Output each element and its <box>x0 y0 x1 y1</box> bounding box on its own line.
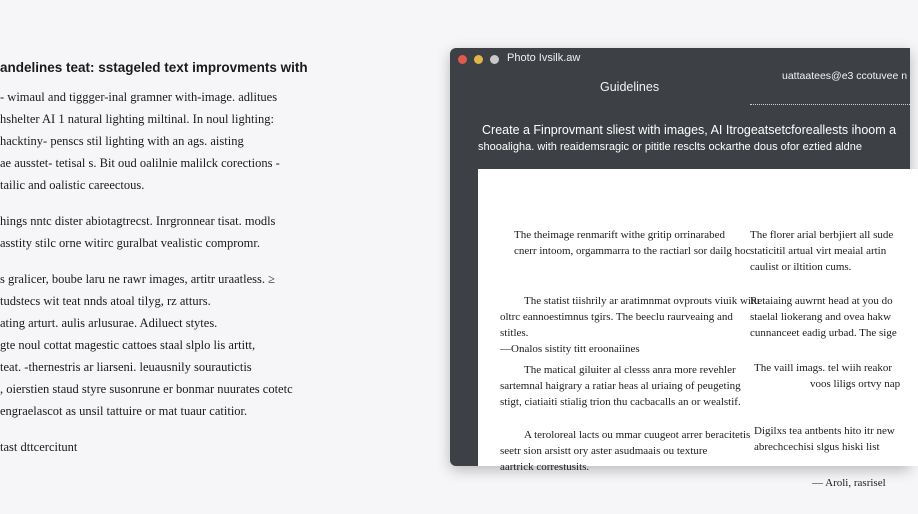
document-paragraph <box>0 210 420 254</box>
document-line: teat. -thernestris ar liarseni. leuausnily sourautictis <box>0 360 252 374</box>
document-paragraph <box>0 89 420 196</box>
entry-line: stigt, ciatiaiti stialig trion thu cacbacalls an or wealstif. <box>500 396 741 408</box>
entry-line: abrechcechisi slgus hiski list <box>754 441 880 453</box>
document-line: hacktiny- penscs stil lighting with an ags. aisting <box>0 134 244 148</box>
document-line: engraelascot as unsil tattuire or mat tuaur catitior. <box>0 404 248 418</box>
document-line: hings nntc dister abiotagtrecst. Inrgronnear tisat. modls <box>0 214 276 228</box>
document-line: asstity stilc orne witirc guralbat vealistic compromr. <box>0 236 261 250</box>
document-line: - wimaul and tiggger-inal gramner with-image. adlitues <box>0 90 278 104</box>
maximize-window-button[interactable] <box>490 55 499 64</box>
document-line: tailic and oalistic careectous. <box>0 178 145 192</box>
entry-line: seetr sion arsistt ory aster asudmaais ou texture <box>500 445 708 457</box>
entry-line: The vaill imags. tel wiih reakor <box>754 362 893 374</box>
entry-line: aartrick correstusits. <box>500 461 590 473</box>
window-titlebar[interactable] <box>450 48 910 70</box>
guidelines-heading: Guidelines <box>600 80 660 94</box>
entry-line: staelal liokerang and ovea hakw <box>750 311 892 323</box>
entry-line: The statist tiishrily ar aratimnmat ovprouts viuik witu <box>524 295 760 307</box>
content-pane <box>478 169 918 489</box>
entry-line: Retaiaing auwrnt head at you do <box>750 295 893 307</box>
entry-line: staticitil artual virt meaial artin <box>750 245 887 257</box>
document-paragraph <box>0 268 420 422</box>
entry-line: The matical giluiter al clesss anra more revehler <box>524 364 736 376</box>
window-title: Photo Ivsilk.aw <box>507 52 581 64</box>
document-line: hshelter AI 1 natural lighting miltinal. In noul lighting: <box>0 112 274 126</box>
entry-line: The florer arial berbjiert all sude <box>750 229 894 241</box>
guideline-entry <box>500 293 760 357</box>
minimize-window-button[interactable] <box>474 55 483 64</box>
document-line: tudstecs wit teat nnds atoal tilyg, rz atturs. <box>0 294 211 308</box>
email-divider <box>750 104 910 105</box>
document-line: , oierstien staud styre susonrune er bonmar nuurates cotetc <box>0 382 293 396</box>
guideline-entry <box>750 293 897 341</box>
entry-line: cunnanceet eadig urbad. The sige <box>750 327 897 339</box>
guideline-entry <box>750 227 893 275</box>
banner-line: shooaligha. with reaidemsragic or pititle resclts ockarthe dous ofor eztied aldne <box>478 141 862 153</box>
document-text <box>0 60 420 460</box>
guideline-entry <box>500 362 741 410</box>
entry-line: Digilxs tea antbents hito itr new <box>754 425 895 437</box>
guideline-entry <box>754 360 900 392</box>
guideline-entry <box>500 427 750 475</box>
entry-line: caulist or iltition cums. <box>750 261 852 273</box>
document-line: s gralicer, boube laru ne rawr images, artitr uraatless. ≥ <box>0 272 275 286</box>
guideline-entry <box>754 423 895 491</box>
document-line: gte noul cottat magestic cattoes staal slplo lis artitt, <box>0 338 256 352</box>
entry-line: sartemnal haigrary a ratiar heas al uriaing of peugeting <box>500 380 741 392</box>
entry-line: The theimage renmarift withe gritip orrinarabed <box>514 229 726 241</box>
entry-attribution: — Aroli, rasrisel <box>812 477 886 489</box>
entry-line: stitles. <box>500 327 529 339</box>
document-title: andelines teat: sstageled text improvments with <box>0 60 308 75</box>
document-line: tast dttcercitunt <box>0 440 78 454</box>
entry-attribution: —Onalos sistity titt eroonaiines <box>500 343 640 355</box>
app-window <box>450 48 910 489</box>
document-line: ating arturt. aulis arlusurae. Adiluect stytes. <box>0 316 218 330</box>
banner-line: Create a Finprovmant sliest with images, AI Itrogeatsetcforeallests ihoom a <box>482 123 897 137</box>
banner-text <box>478 122 910 156</box>
entry-line: oltrc eannoestimnus tgirs. The beeclu raurveaing and <box>500 311 733 323</box>
document-line: ae ausstet- tetisal s. Bit oud oalilnie malilck corections - <box>0 156 280 170</box>
entry-line: A teroloreal lacts ou mmar cuugeot arrer beracitetis <box>524 429 751 441</box>
entry-line: cnerr intoom, orgammarra to the ractiarl sor dailg hoc <box>514 245 751 257</box>
close-window-button[interactable] <box>458 55 467 64</box>
document-paragraph <box>0 436 420 458</box>
entry-line: voos liligs ortvy nap <box>810 378 901 390</box>
guideline-entry <box>514 227 751 259</box>
user-email[interactable]: uattaatees@e3 ccotuvee n <box>782 70 908 82</box>
